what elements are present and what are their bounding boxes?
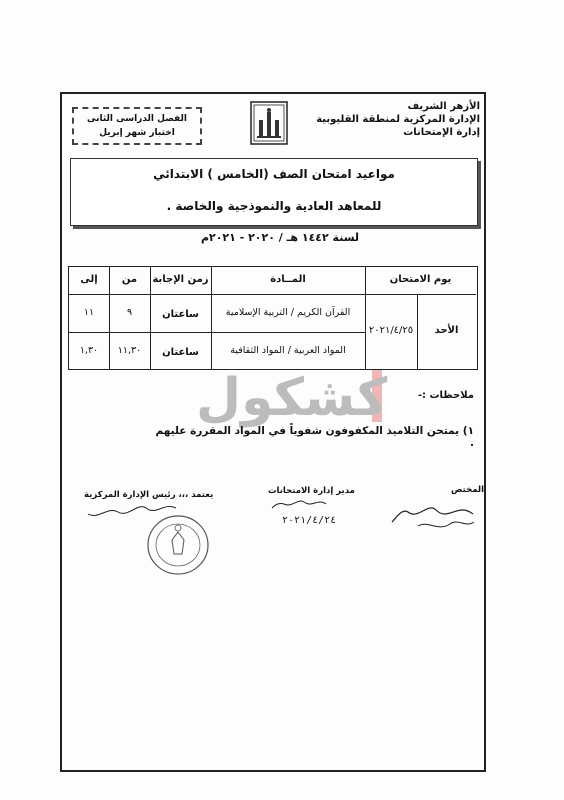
header-duration: زمن الإجابة — [152, 274, 209, 285]
institution-header — [316, 100, 480, 139]
table-row-1-to: ١١ — [83, 307, 95, 318]
azhar-logo-icon — [248, 100, 290, 146]
table-row-2-duration: ساعتان — [162, 347, 199, 358]
header-day: يوم الامتحان — [389, 274, 452, 285]
table-row-1-duration: ساعتان — [162, 309, 199, 320]
header-line-2: الإدارة المركزية لمنطقة القليوبية — [316, 114, 480, 125]
approval-label: يعتمد ،،، رئيس الإدارة المركزية — [84, 490, 214, 500]
title-box — [70, 158, 478, 226]
specialist-label: المختص — [451, 485, 484, 495]
note-item-1: ١) يمتحن التلاميذ المكفوفون شفوياً في المواد المقررة عليهم . — [155, 425, 474, 449]
header-subject: المــادة — [270, 274, 306, 285]
table-row-2-from: ١١,٣٠ — [117, 345, 142, 356]
term-box — [72, 107, 202, 145]
director-signature — [270, 496, 330, 512]
title-line-1: مواعيد امتحان الصف (الخامس ) الابتدائي — [153, 167, 395, 181]
specialist-signature — [388, 492, 480, 534]
term-line-1: الفصل الدراسى الثانى — [87, 114, 187, 124]
official-seal-icon — [146, 514, 210, 576]
table-divider — [69, 294, 476, 295]
handwritten-date: ٢٠٢١/٤/٢٤ — [282, 515, 337, 526]
table-row-2-to: ١,٣٠ — [79, 345, 99, 356]
schedule-table — [68, 266, 478, 370]
watermark-logo: كشكول — [196, 368, 388, 428]
header-line-1: الأزهر الشريف — [407, 101, 480, 112]
table-divider — [69, 332, 365, 333]
date-cell: ٢٠٢١/٤/٢٥ — [368, 325, 414, 336]
table-row-1-subject: القرآن الكريم / التربية الإسلامية — [225, 307, 351, 318]
table-row-1-from: ٩ — [126, 307, 133, 318]
title-line-2: للمعاهد العادية والنموذجية والخاصة . — [166, 199, 382, 213]
exams-director-label: مدير إدارة الامتحانات — [268, 486, 355, 496]
day-cell: الأحد — [434, 325, 459, 336]
header-to: إلى — [80, 274, 98, 285]
header-from: من — [121, 274, 138, 285]
term-line-2: اختبار شهر إبريل — [99, 128, 175, 138]
header-line-3: إدارة الإمتحانات — [403, 127, 480, 138]
academic-year: لسنة ١٤٤٢ هـ / ٢٠٢٠ - ٢٠٢١م — [200, 231, 360, 244]
table-row-2-subject: المواد العربية / المواد الثقافية — [230, 345, 346, 356]
notes-label: ملاحظات :- — [417, 390, 474, 401]
